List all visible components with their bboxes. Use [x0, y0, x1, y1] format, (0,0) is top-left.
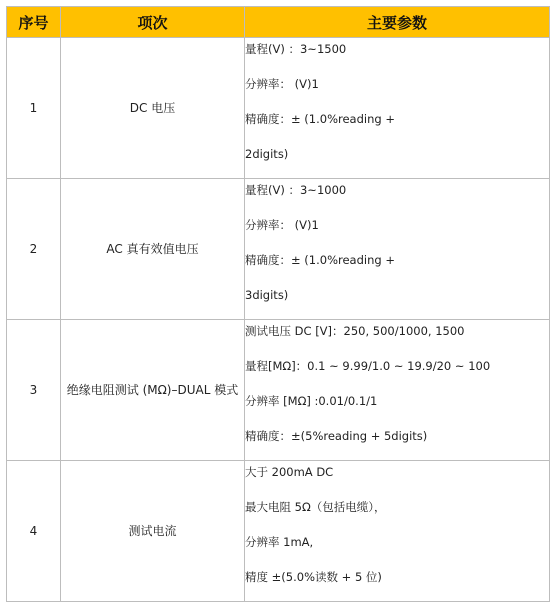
row-item: DC 电压: [61, 38, 245, 179]
param-line: 量程(V) ：3~1500: [245, 42, 347, 56]
row-index: 3: [7, 320, 61, 461]
row-item: AC 真有效值电压: [61, 179, 245, 320]
row-params: [245, 38, 550, 179]
param-line: 精确度：±(5%reading + 5digits): [245, 429, 428, 443]
table-row: [7, 320, 550, 461]
spec-table: [6, 6, 550, 602]
param-line: 量程[MΩ]：0.1 ~ 9.99/1.0 ~ 19.9/20 ~ 100: [245, 359, 491, 373]
row-index: 4: [7, 461, 61, 602]
row-item: 绝缘电阻测试 (MΩ)–DUAL 模式: [61, 320, 245, 461]
param-line: 大于 200mA DC: [245, 465, 334, 479]
table-row: [7, 179, 550, 320]
param-line: 测试电压 DC [V]：250, 500/1000, 1500: [245, 324, 465, 338]
param-line: 分辨率： (V)1: [245, 77, 319, 91]
param-line: 精度 ±(5.0%读数 + 5 位): [245, 570, 382, 584]
row-params: [245, 179, 550, 320]
table-header-row: [7, 7, 550, 38]
param-line: 量程(V) ：3~1000: [245, 183, 347, 197]
param-line: 分辨率 1mA,: [245, 535, 314, 549]
row-params: [245, 320, 550, 461]
param-line: 3digits): [245, 288, 289, 302]
param-line: 最大电阻 5Ω（包括电缆），: [245, 500, 386, 514]
row-index: 1: [7, 38, 61, 179]
table-row: [7, 38, 550, 179]
header-index: 序号: [7, 7, 61, 38]
row-item: 测试电流: [61, 461, 245, 602]
param-line: 2digits): [245, 147, 289, 161]
param-line: 精确度：± (1.0%reading +: [245, 253, 395, 267]
header-item: 项次: [61, 7, 245, 38]
row-params: [245, 461, 550, 602]
param-line: 精确度：± (1.0%reading +: [245, 112, 395, 126]
row-index: 2: [7, 179, 61, 320]
header-params: 主要参数: [245, 7, 550, 38]
table-row: [7, 461, 550, 602]
param-line: 分辨率 [MΩ] :0.01/0.1/1: [245, 394, 378, 408]
param-line: 分辨率： (V)1: [245, 218, 319, 232]
